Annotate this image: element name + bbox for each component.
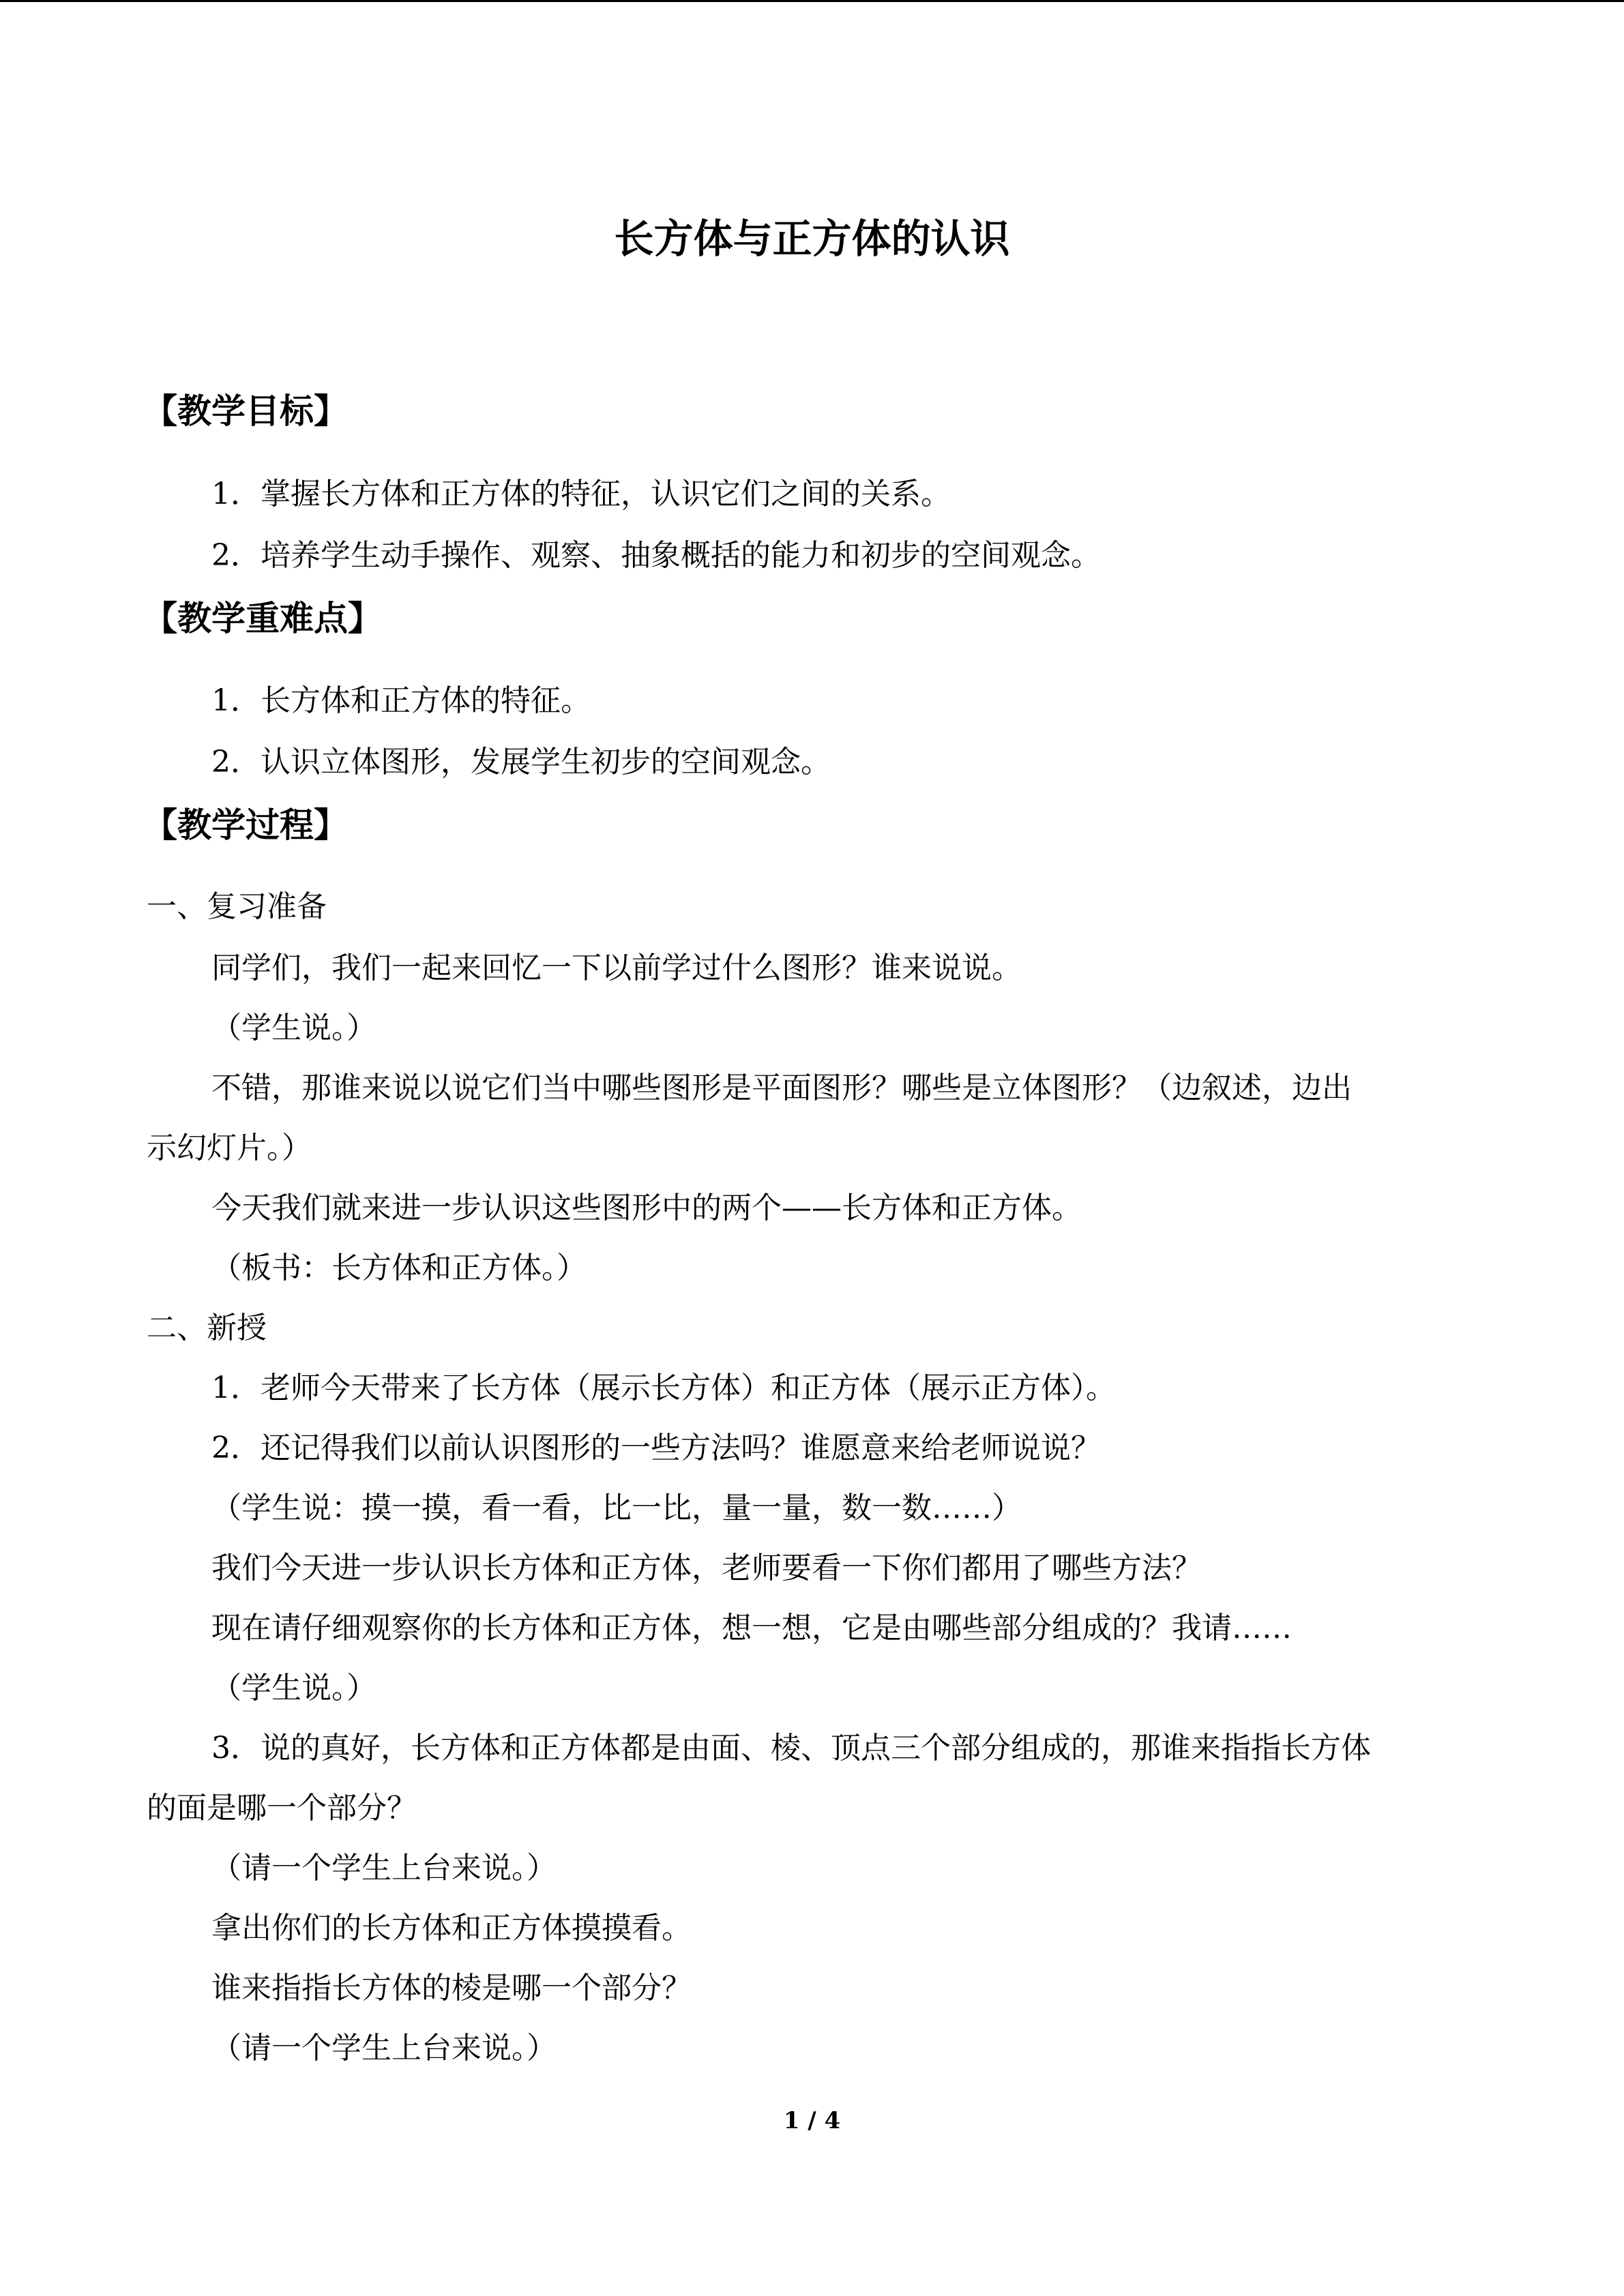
goal-item-2: 2．培养学生动手操作、观察、抽象概括的能力和初步的空间观念。 <box>211 538 1101 573</box>
heading-teaching-goals: 【教学目标】 <box>143 391 348 431</box>
paragraph: 2．还记得我们以前认识图形的一些方法吗？谁愿意来给老师说说？ <box>211 1431 1101 1465</box>
key-point-item-1: 1．长方体和正方体的特征。 <box>211 683 591 718</box>
paragraph-continuation: 示幻灯片。） <box>147 1131 312 1165</box>
paragraph-continuation: 的面是哪一个部分？ <box>147 1791 417 1825</box>
paragraph: 谁来指指长方体的棱是哪一个部分？ <box>211 1971 692 2006</box>
goal-item-1: 1．掌握长方体和正方体的特征，认识它们之间的关系。 <box>211 477 951 511</box>
paragraph: 今天我们就来进一步认识这些图形中的两个——长方体和正方体。 <box>211 1191 1082 1225</box>
heading-teaching-process: 【教学过程】 <box>143 805 348 845</box>
paragraph: （学生说：摸一摸，看一看，比一比，量一量，数一数……） <box>211 1491 1022 1525</box>
paragraph: （学生说。） <box>211 1671 377 1705</box>
paragraph: （板书：长方体和正方体。） <box>211 1251 587 1285</box>
part-new-lesson-title: 二、新授 <box>147 1311 267 1345</box>
page-number: 1 / 4 <box>783 2107 841 2134</box>
paragraph: （请一个学生上台来说。） <box>211 1851 557 1885</box>
paragraph: （请一个学生上台来说。） <box>211 2031 557 2066</box>
paragraph: 拿出你们的长方体和正方体摸摸看。 <box>211 1911 692 1945</box>
paragraph: 我们今天进一步认识长方体和正方体，老师要看一下你们都用了哪些方法？ <box>211 1551 1202 1585</box>
top-border-rule <box>0 0 1624 2</box>
paragraph: 同学们，我们一起来回忆一下以前学过什么图形？谁来说说。 <box>211 951 1022 985</box>
heading-key-points: 【教学重难点】 <box>143 598 382 638</box>
paragraph: 3．说的真好，长方体和正方体都是由面、棱、顶点三个部分组成的，那谁来指指长方体 <box>211 1731 1371 1765</box>
part-review-title: 一、复习准备 <box>147 889 327 924</box>
paragraph: 不错，那谁来说以说它们当中哪些图形是平面图形？哪些是立体图形？（边叙述，边出 <box>211 1071 1352 1105</box>
paragraph: 现在请仔细观察你的长方体和正方体，想一想，它是由哪些部分组成的？我请…… <box>211 1611 1292 1645</box>
key-point-item-2: 2．认识立体图形，发展学生初步的空间观念。 <box>211 745 831 779</box>
paragraph: （学生说。） <box>211 1011 377 1045</box>
paragraph: 1．老师今天带来了长方体（展示长方体）和正方体（展示正方体）。 <box>211 1371 1116 1405</box>
document-title: 长方体与正方体的认识 <box>614 215 1010 262</box>
